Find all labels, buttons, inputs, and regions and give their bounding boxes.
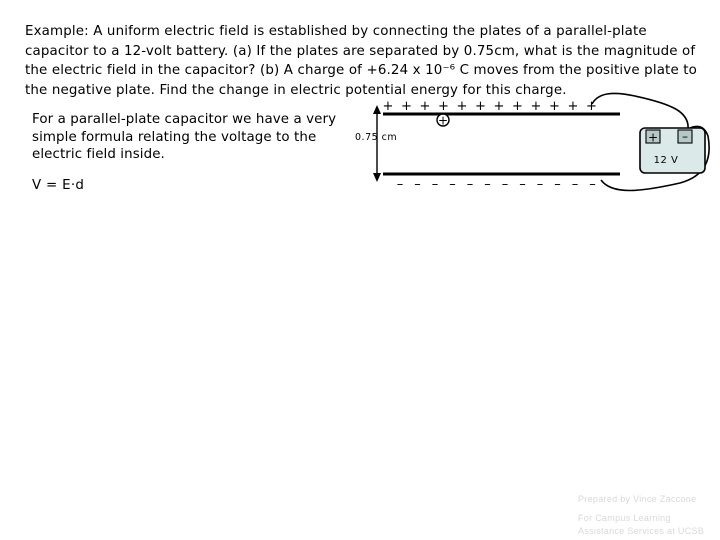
battery-negative-sign: – <box>682 129 688 144</box>
plus-charge-sign: + <box>382 99 394 114</box>
explanation-text: For a parallel-plate capacitor we have a very simple formula relating the voltage to the electric field inside. <box>32 112 337 162</box>
plus-charge-sign: + <box>401 99 412 114</box>
minus-charge-sign: – <box>589 177 596 192</box>
battery-positive-sign: + <box>647 130 659 145</box>
credit-line-1: Prepared by Vince Zaccone <box>578 494 697 504</box>
minus-charge-sign: – <box>484 177 491 192</box>
battery-voltage-label: 12 V <box>653 155 679 166</box>
minus-charge-sign: – <box>501 177 509 192</box>
plus-charge-sign: + <box>456 99 468 114</box>
plus-charge-sign: + <box>419 99 431 114</box>
plus-charge-sign: + <box>549 99 560 114</box>
minus-charge-sign: – <box>414 177 421 192</box>
positive-charge-row <box>383 99 597 114</box>
plus-charge-sign: + <box>493 99 505 114</box>
credit-line-3: Assistance Services at UCSB <box>578 526 705 536</box>
minus-charge-sign: – <box>449 177 456 192</box>
plus-charge-sign: + <box>512 99 523 114</box>
plus-charge-sign: + <box>586 99 597 114</box>
test-charge-sign: + <box>437 113 449 128</box>
negative-charge-row <box>397 177 596 192</box>
minus-charge-sign: – <box>571 177 579 192</box>
plus-charge-sign: + <box>438 99 449 114</box>
problem-statement: Example: A uniform electric field is established by connecting the plates of a parallel-plate capacitor to a 12-volt battery. (a) If the plates are separated by 0.75cm, what is the magnitude of the electric field in the capacitor? (b) A charge of +6.24 x 10⁻⁶ C moves from the positive plate to the negative plate. Find the change in electric potential energy for this charge. <box>25 24 697 98</box>
separation-label: 0.75 cm <box>355 132 398 143</box>
minus-charge-sign: – <box>554 177 561 192</box>
plus-charge-sign: + <box>475 99 486 114</box>
minus-charge-sign: – <box>519 177 526 192</box>
minus-charge-sign: – <box>466 177 474 192</box>
minus-charge-sign: – <box>536 177 544 192</box>
separation-arrow-head-top <box>373 105 381 114</box>
separation-arrow-head-bottom <box>373 173 381 182</box>
wire-positive <box>592 93 688 130</box>
voltage-field-formula: V = E·d <box>32 178 85 193</box>
minus-charge-sign: – <box>431 177 439 192</box>
credit-line-2: For Campus Learning <box>578 513 671 523</box>
plus-charge-sign: + <box>567 99 579 114</box>
plus-charge-sign: + <box>530 99 542 114</box>
minus-charge-sign: – <box>396 177 404 192</box>
